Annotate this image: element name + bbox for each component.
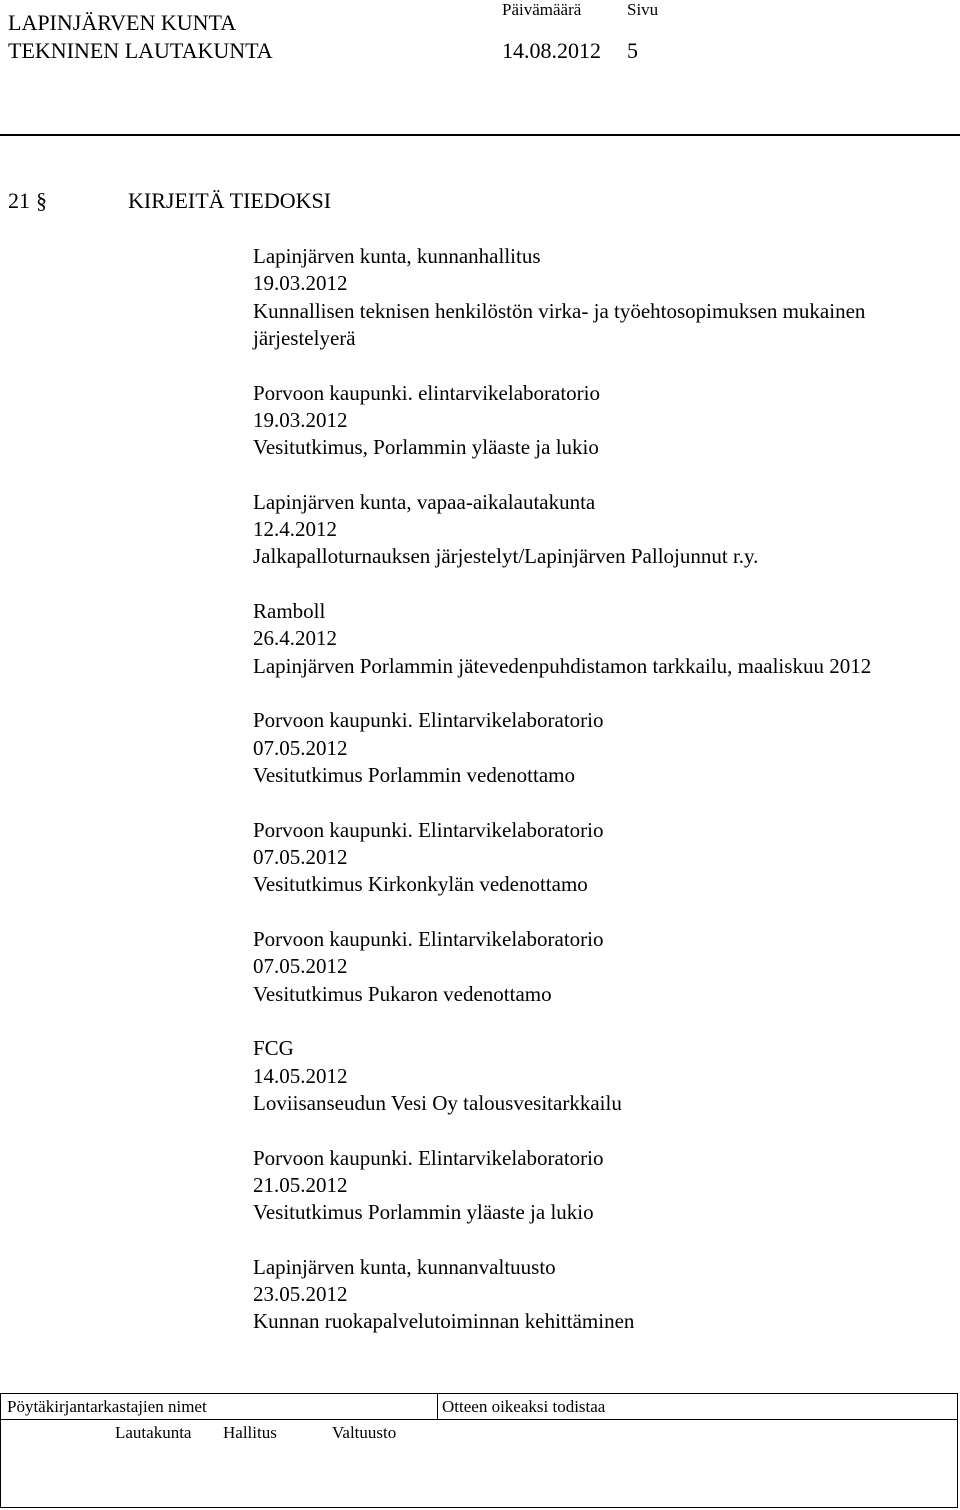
list-item: [253, 1145, 953, 1227]
body-label-hallitus: Hallitus: [223, 1423, 277, 1442]
entry-date: 07.05.2012: [253, 735, 348, 760]
entry-sender: Lapinjärven kunta, vapaa-aikalautakunta: [253, 489, 596, 514]
entry-subject: Vesitutkimus Porlammin vedenottamo: [253, 763, 575, 788]
entry-subject: Lapinjärven Porlammin jätevedenpuhdistamon tarkkailu, maaliskuu 2012: [253, 653, 872, 678]
entry-subject-continued: järjestelyerä: [253, 325, 356, 350]
entry-subject: Vesitutkimus, Porlammin yläaste ja lukio: [253, 435, 599, 460]
document-date: 14.08.2012: [502, 38, 601, 63]
entry-sender: FCG: [253, 1036, 294, 1061]
reviewers-label: Pöytäkirjantarkastajien nimet: [7, 1397, 207, 1416]
body-label-lautakunta: Lautakunta: [115, 1423, 192, 1442]
list-item: [253, 926, 953, 1008]
entry-sender: Porvoon kaupunki. Elintarvikelaboratorio: [253, 817, 604, 842]
entry-sender: Porvoon kaupunki. elintarvikelaboratorio: [253, 380, 601, 405]
page-number: 5: [627, 38, 638, 63]
entry-sender: Porvoon kaupunki. Elintarvikelaboratorio: [253, 1145, 604, 1170]
entry-sender: Ramboll: [253, 599, 326, 624]
entry-subject: Jalkapalloturnauksen järjestelyt/Lapinjärven Pallojunnut r.y.: [253, 544, 759, 569]
entry-date: 14.05.2012: [253, 1063, 348, 1088]
letters-list: [253, 243, 953, 1363]
entry-date: 12.4.2012: [253, 517, 337, 542]
list-item: [253, 380, 953, 462]
entry-date: 07.05.2012: [253, 954, 348, 979]
department-name: TEKNINEN LAUTAKUNTA: [8, 38, 273, 63]
section-title: KIRJEITÄ TIEDOKSI: [128, 188, 332, 213]
entry-subject: Kunnallisen teknisen henkilöstön virka- ja työehtosopimuksen mukainen: [253, 298, 866, 323]
list-item: [253, 489, 953, 571]
entry-subject: Loviisanseudun Vesi Oy talousvesitarkkailu: [253, 1090, 622, 1115]
entry-subject: Vesitutkimus Pukaron vedenottamo: [253, 981, 552, 1006]
body-label-valtuusto: Valtuusto: [332, 1423, 397, 1442]
list-item: [253, 817, 953, 899]
entry-sender: Lapinjärven kunta, kunnanvaltuusto: [253, 1254, 556, 1279]
section-symbol: §: [36, 188, 47, 213]
list-item: [253, 1035, 953, 1117]
footer-column-divider: [437, 1394, 438, 1419]
entry-date: 19.03.2012: [253, 271, 348, 296]
date-label: Päivämäärä: [502, 0, 582, 19]
entry-date: 07.05.2012: [253, 845, 348, 869]
organization-name: LAPINJÄRVEN KUNTA: [8, 10, 237, 35]
entry-date: 19.03.2012: [253, 407, 348, 432]
entry-subject: Vesitutkimus Porlammin yläaste ja lukio: [253, 1200, 594, 1225]
entry-sender: Porvoon kaupunki. Elintarvikelaboratorio: [253, 926, 604, 951]
list-item: [253, 243, 953, 352]
entry-subject: Vesitutkimus Kirkonkylän vedenottamo: [253, 872, 588, 897]
footer-row-divider: [1, 1419, 957, 1420]
list-item: [253, 707, 953, 789]
certified-label: Otteen oikeaksi todistaa: [442, 1397, 606, 1416]
page-label: Sivu: [627, 0, 659, 19]
entry-date: 21.05.2012: [253, 1172, 348, 1197]
signature-footer: [0, 1393, 958, 1508]
entry-sender: Lapinjärven kunta, kunnanhallitus: [253, 244, 541, 268]
entry-date: 26.4.2012: [253, 626, 337, 651]
list-item: [253, 1254, 953, 1336]
entry-subject: Kunnan ruokapalvelutoiminnan kehittäminen: [253, 1309, 635, 1334]
list-item: [253, 598, 953, 680]
header-divider: [0, 134, 960, 136]
entry-sender: Porvoon kaupunki. Elintarvikelaboratorio: [253, 708, 604, 733]
section-number: 21: [8, 188, 30, 213]
entry-date: 23.05.2012: [253, 1282, 348, 1307]
